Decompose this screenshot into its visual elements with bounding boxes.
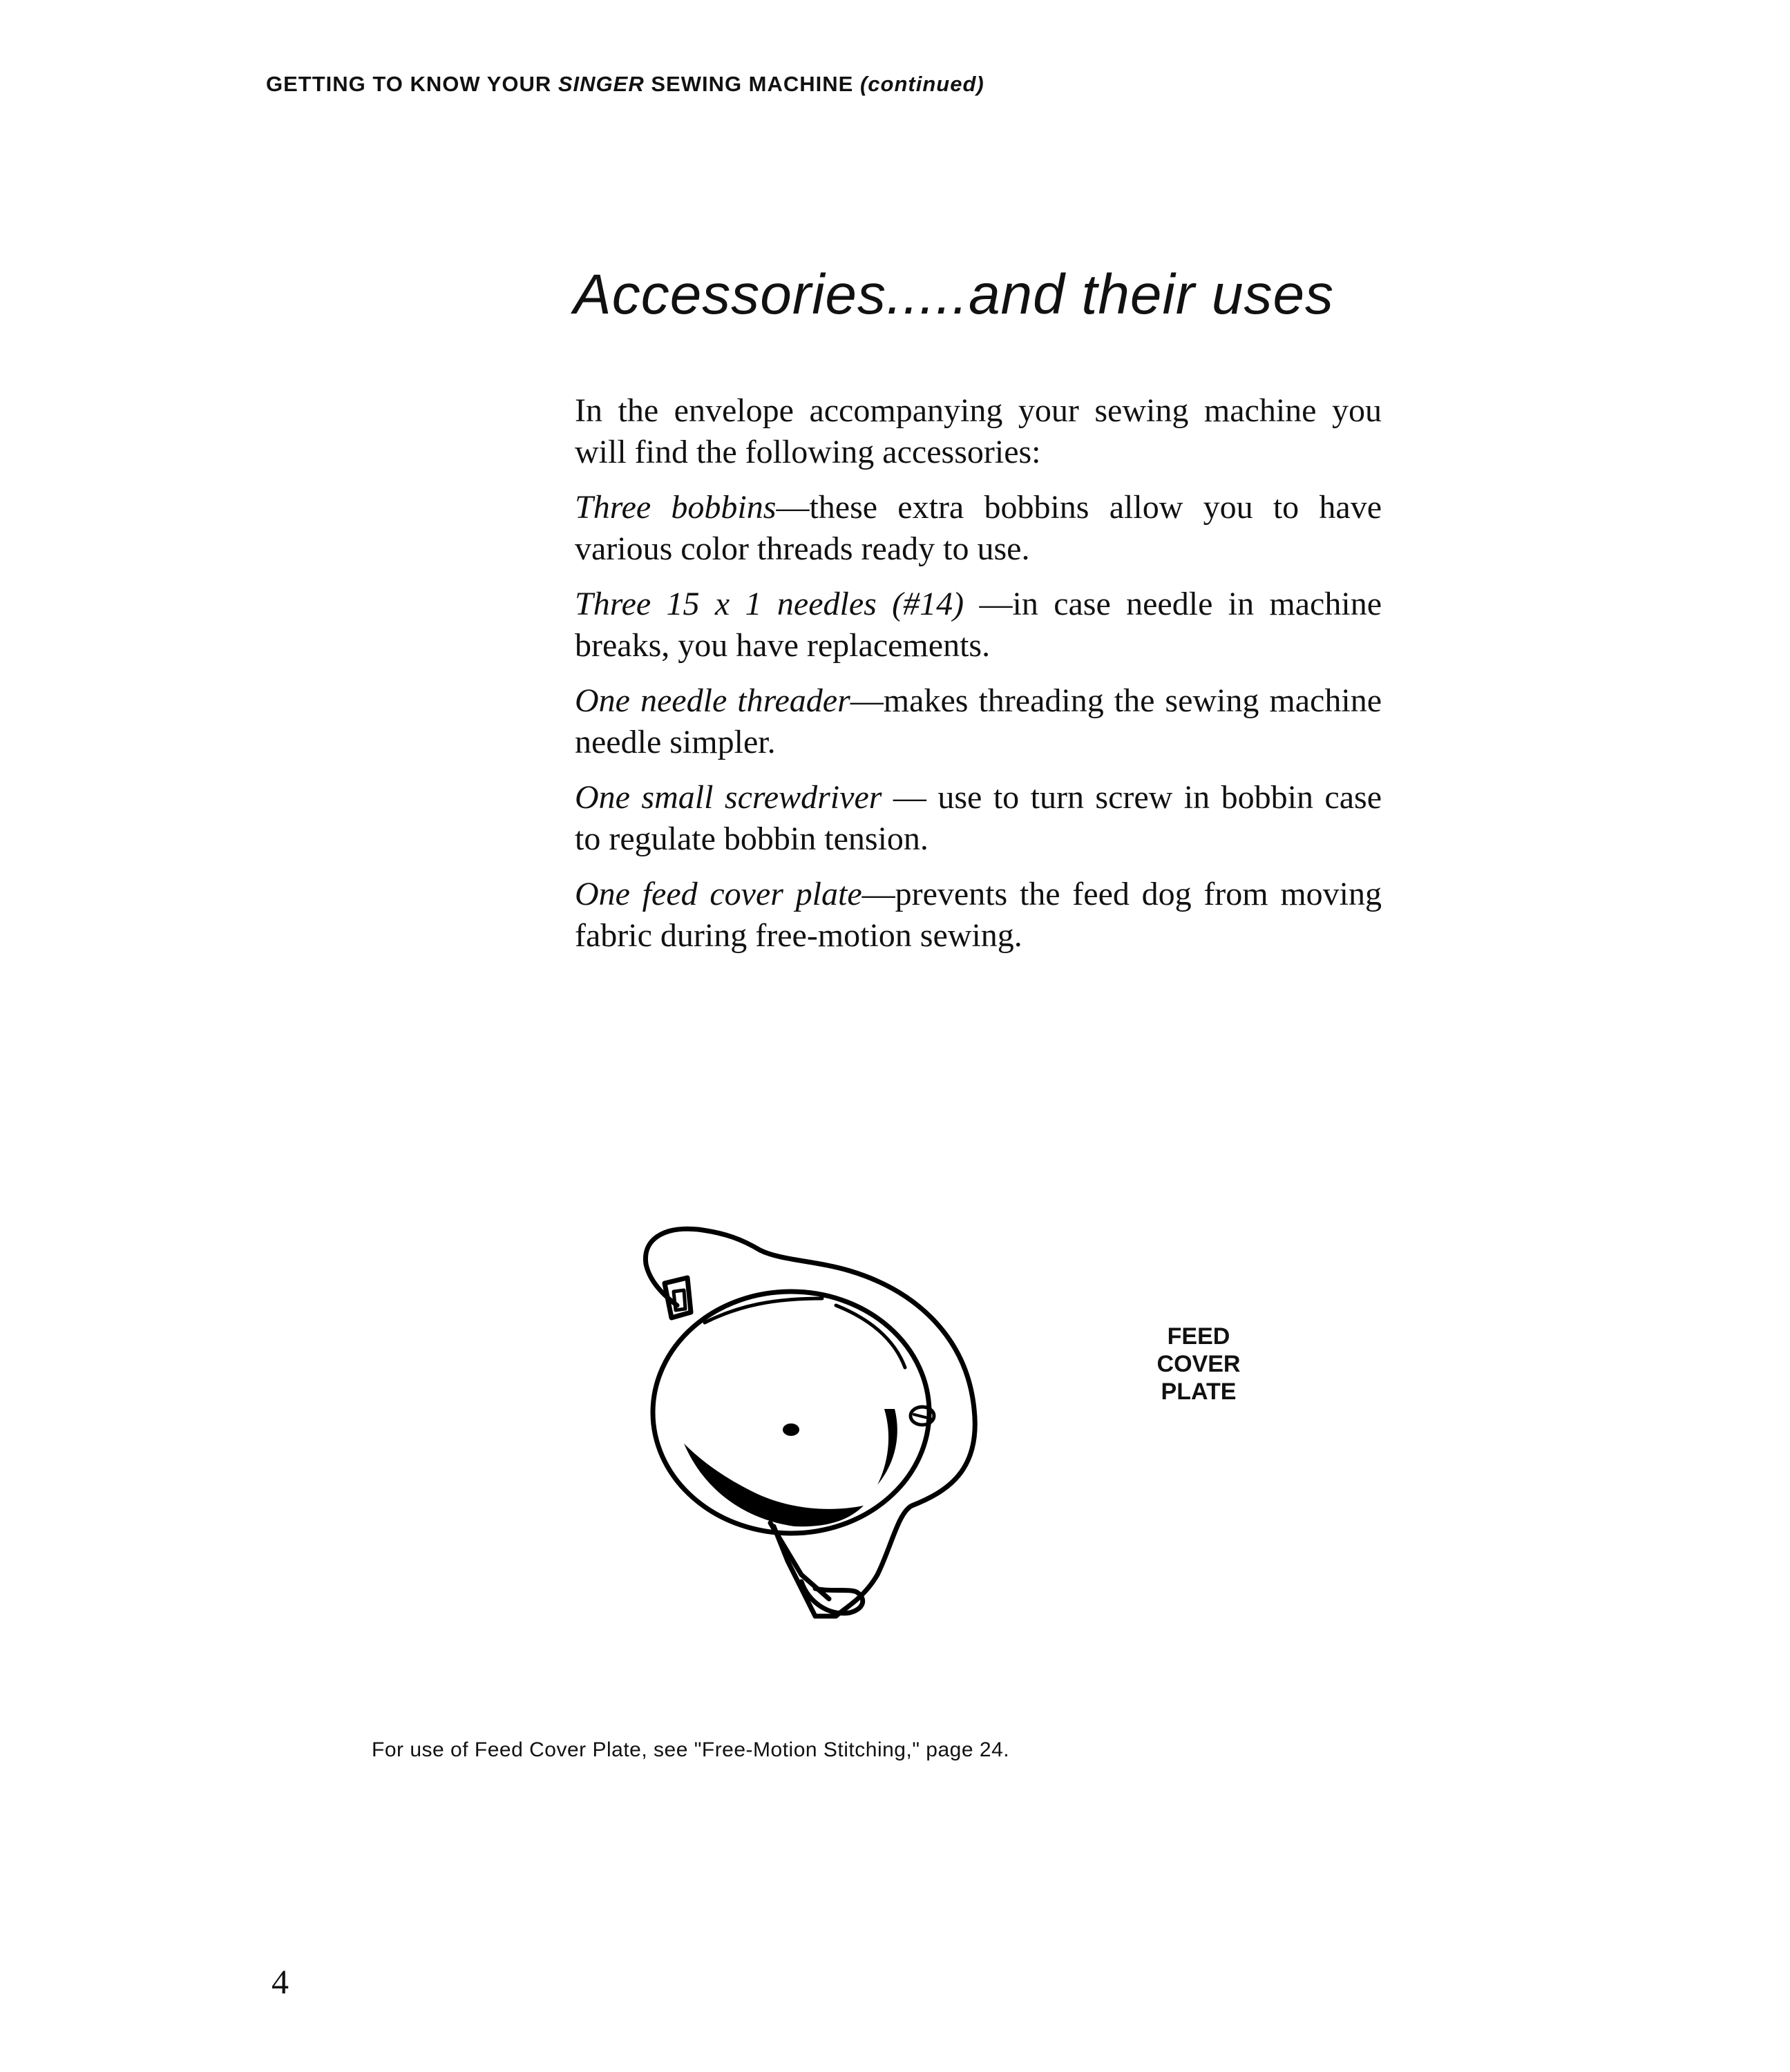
accessory-description: — use to turn screw in bobbin case to regulate bobbin tension.: [575, 779, 1382, 857]
plate-clip: [665, 1278, 691, 1318]
figure-caption: For use of Feed Cover Plate, see "Free-Motion Stitching," page 24.: [372, 1738, 1010, 1761]
accessory-description: —makes threading the sewing machine needle simpler.: [575, 682, 1382, 760]
accessory-item-needles: [575, 584, 1382, 666]
header-text: GETTING TO KNOW YOUR: [266, 72, 558, 96]
accessory-item-feed-cover-plate: [575, 874, 1382, 957]
accessory-term: Three bobbins: [575, 489, 777, 526]
intro-paragraph: In the envelope accompanying your sewing machine you will find the following accessories:: [575, 392, 1382, 470]
accessory-term: One feed cover plate: [575, 876, 862, 912]
disc-center-hole: [783, 1423, 799, 1436]
disc-shadow: [684, 1443, 864, 1526]
plate-tip: [646, 1264, 677, 1305]
plate-outline: [645, 1229, 975, 1616]
header-text-2: SEWING MACHINE: [644, 72, 860, 96]
page-number: 4: [272, 1962, 289, 2001]
disc-right-shadow: [877, 1409, 897, 1485]
header-continued: (continued): [859, 72, 984, 96]
accessory-item-bobbins: [575, 487, 1382, 570]
accessory-term: One needle threader: [575, 682, 850, 719]
page-title: Accessories.....and their uses: [573, 263, 1335, 326]
header-brand: SINGER: [558, 72, 645, 96]
disc-top-arc: [705, 1298, 822, 1323]
running-header: [266, 72, 984, 97]
feed-cover-plate-illustration: [622, 1202, 1119, 1671]
figure-label-line: COVER: [1156, 1351, 1241, 1377]
figure-label-line: PLATE: [1161, 1379, 1237, 1405]
accessory-item-needle-threader: [575, 680, 1382, 763]
accessory-item-screwdriver: [575, 777, 1382, 860]
figure-label-line: FEED: [1167, 1323, 1230, 1350]
accessory-term: Three 15 x 1 needles (#14): [575, 586, 964, 622]
plate-clip-inner: [674, 1290, 685, 1310]
accessory-description: —these extra bobbins allow you to have various color threads ready to use.: [575, 489, 1382, 567]
accessory-description: —prevents the feed dog from moving fabric during free-motion sewing.: [575, 876, 1382, 954]
accessory-description: —in case needle in machine breaks, you have replacements.: [575, 586, 1382, 664]
accessory-term: One small screwdriver: [575, 779, 882, 816]
figure-label: [1147, 1323, 1250, 1406]
